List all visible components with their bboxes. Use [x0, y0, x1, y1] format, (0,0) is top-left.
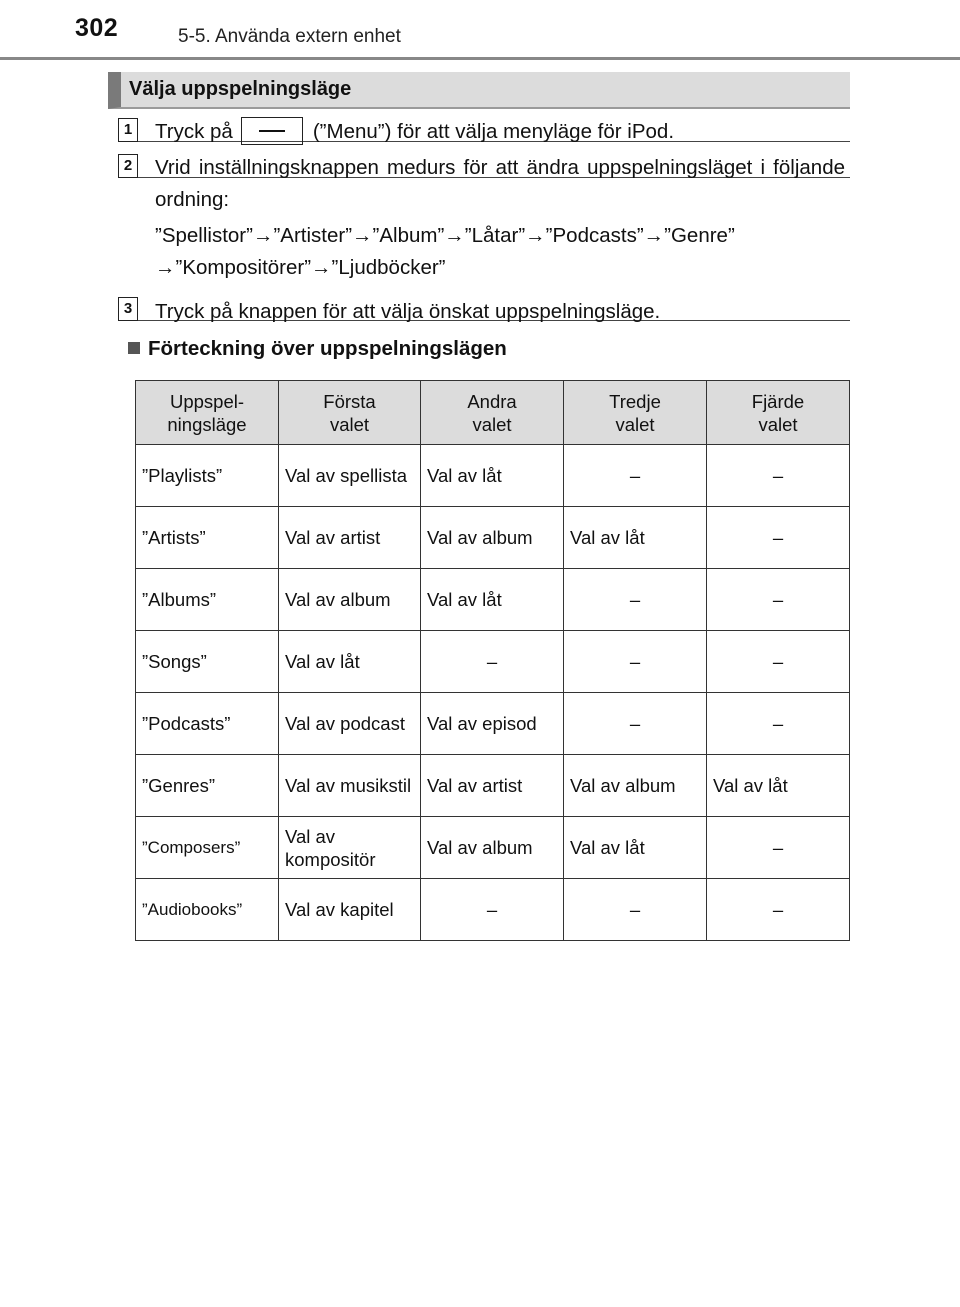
- table-cell: –: [564, 693, 707, 755]
- table-heading-label: Förteckning över uppspelningslägen: [148, 337, 507, 360]
- table-cell: ”Podcasts”: [136, 693, 279, 755]
- table-row: [136, 631, 850, 693]
- step-2-sequence-line-2: →”Kompositörer”→”Ljudböcker”: [155, 256, 446, 279]
- header-divider: [0, 57, 960, 60]
- table-cell: ”Artists”: [136, 507, 279, 569]
- table-cell: –: [707, 507, 850, 569]
- table-cell: Val av album: [564, 755, 707, 817]
- table-cell: –: [707, 569, 850, 631]
- table-row: [136, 445, 850, 507]
- page-number: 302: [75, 14, 119, 42]
- playback-mode-table: [135, 380, 850, 941]
- step-1-text: [155, 116, 845, 148]
- table-cell: Val av låt: [279, 631, 421, 693]
- column-header: Tredje valet: [564, 381, 707, 445]
- table-cell: –: [421, 631, 564, 693]
- menu-dash-icon: [241, 117, 303, 145]
- table-cell: Val av låt: [707, 755, 850, 817]
- table-cell: –: [564, 631, 707, 693]
- step-number-3: 3: [118, 297, 138, 321]
- table-row: [136, 507, 850, 569]
- step-number-2: 2: [118, 154, 138, 178]
- column-header: Fjärde valet: [707, 381, 850, 445]
- table-heading: [128, 337, 507, 361]
- square-bullet-icon: [128, 342, 140, 354]
- step-3-text: Tryck på knappen för att välja önskat uppspelningsläge.: [155, 300, 661, 323]
- chapter-title: 5-5. Använda extern enhet: [178, 26, 401, 47]
- table-cell: –: [707, 445, 850, 507]
- table-header-row: [136, 381, 850, 445]
- table-cell: Val av låt: [564, 817, 707, 879]
- section-heading: Välja uppspelningsläge: [108, 72, 850, 109]
- table-cell: Val av album: [421, 817, 564, 879]
- table-cell: Val av album: [279, 569, 421, 631]
- table-cell: –: [564, 879, 707, 941]
- table-cell: Val av episod: [421, 693, 564, 755]
- table-cell: ”Genres”: [136, 755, 279, 817]
- table-cell: Val av låt: [421, 445, 564, 507]
- table-cell: Val av låt: [421, 569, 564, 631]
- table-cell: ”Songs”: [136, 631, 279, 693]
- table-cell: Val av musikstil: [279, 755, 421, 817]
- table-cell: Val av artist: [421, 755, 564, 817]
- table-cell: Val av spellista: [279, 445, 421, 507]
- column-header: Första valet: [279, 381, 421, 445]
- table-row: [136, 569, 850, 631]
- table-cell: –: [707, 879, 850, 941]
- table-cell: ”Audiobooks”: [136, 879, 279, 941]
- table-row: [136, 817, 850, 879]
- table-cell: Val av artist: [279, 507, 421, 569]
- table-row: [136, 879, 850, 941]
- table-cell: –: [564, 445, 707, 507]
- step-2-text: Vrid inställningsknappen medurs för att ändra uppspelningsläget i följande ordning:: [155, 156, 845, 211]
- table-cell: ”Playlists”: [136, 445, 279, 507]
- column-header: Uppspel- ningsläge: [136, 381, 279, 445]
- step-number-1: 1: [118, 118, 138, 142]
- table-cell: Val av kompositör: [279, 817, 421, 879]
- table-row: [136, 755, 850, 817]
- table-cell: Val av album: [421, 507, 564, 569]
- table-cell: ”Albums”: [136, 569, 279, 631]
- table-row: [136, 693, 850, 755]
- column-header: Andra valet: [421, 381, 564, 445]
- step-1-text-after: (”Menu”) för att välja menyläge för iPod.: [312, 120, 675, 143]
- step-1-text-before: Tryck på: [155, 120, 233, 143]
- table-cell: Val av låt: [564, 507, 707, 569]
- table-cell: –: [421, 879, 564, 941]
- table-cell: –: [564, 569, 707, 631]
- table-cell: –: [707, 631, 850, 693]
- table-cell: ”Composers”: [136, 817, 279, 879]
- table-cell: Val av kapitel: [279, 879, 421, 941]
- table-cell: –: [707, 817, 850, 879]
- step-2-sequence-line-1: ”Spellistor”→”Artister”→”Album”→”Låtar”→”Podcasts”→”Genre”: [155, 224, 735, 247]
- table-cell: –: [707, 693, 850, 755]
- table-cell: Val av podcast: [279, 693, 421, 755]
